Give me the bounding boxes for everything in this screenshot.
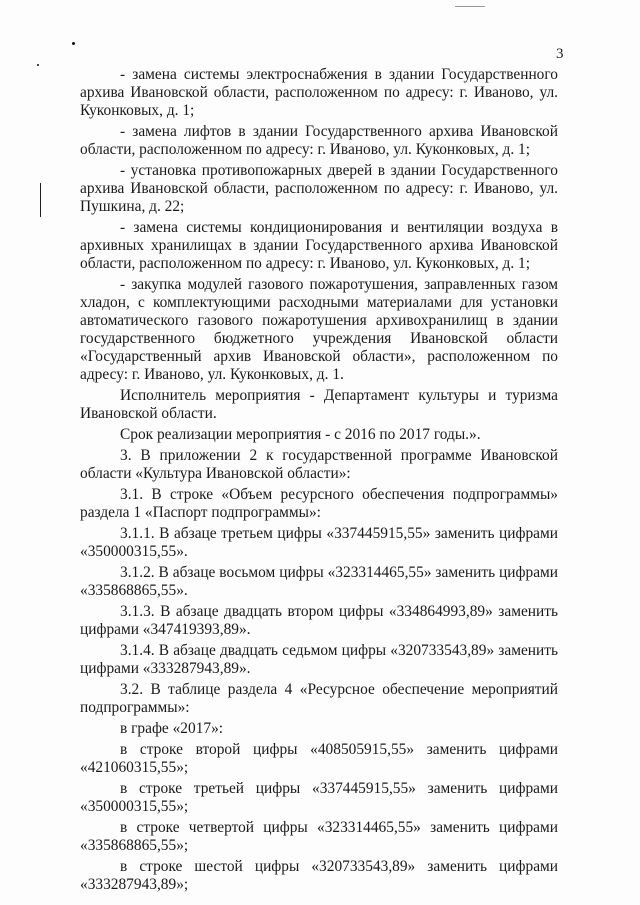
paragraph: 3.1.4. В абзаце двадцать седьмом цифры «320733543,89» заменить цифрами «333287943,89».	[80, 642, 558, 677]
paragraph: 3.1.3. В абзаце двадцать втором цифры «334864993,89» заменить цифрами «347419393,89».	[80, 603, 558, 638]
paragraph: 3.1. В строке «Объем ресурсного обеспечения подпрограммы» раздела 1 «Паспорт подпрограммы»:	[80, 486, 558, 521]
paragraph: в строке шестой цифры «320733543,89» заменить цифрами «333287943,89»;	[80, 858, 558, 893]
scan-artifact-dot	[72, 42, 75, 45]
paragraph: - замена лифтов в здании Государственного архива Ивановской области, расположенном по адресу: г. Иваново, ул. Куконковых, д. 1;	[80, 123, 558, 158]
paragraph: 3.1.1. В абзаце третьем цифры «337445915,55» заменить цифрами «350000315,55».	[80, 525, 558, 560]
scan-artifact-line	[40, 183, 41, 217]
paragraph: Исполнитель мероприятия - Департамент культуры и туризма Ивановской области.	[80, 387, 558, 422]
paragraph: 3.2. В таблице раздела 4 «Ресурсное обеспечение мероприятий подпрограммы»:	[80, 681, 558, 716]
paragraph: 3. В приложении 2 к государственной программе Ивановской области «Культура Ивановской области»:	[80, 447, 558, 482]
scan-artifact-line	[455, 6, 485, 7]
paragraph: Срок реализации мероприятия - с 2016 по 2017 годы.».	[120, 426, 481, 443]
document-body	[80, 66, 558, 897]
paragraph: в строке второй цифры «408505915,55» заменить цифрами «421060315,55»;	[80, 741, 558, 776]
scan-artifact-dot	[37, 64, 39, 66]
paragraph: - замена системы кондиционирования и вентиляции воздуха в архивных хранилищах в здании Государственного архива Ивановской области, расположенном по адресу: г. Иваново, ул. Куконковых, д. 1;	[80, 219, 558, 272]
paragraph: - замена системы электроснабжения в здании Государственного архива Ивановской области, расположенном по адресу: г. Иваново, ул. Куконковых, д. 1;	[80, 66, 558, 119]
paragraph: в строке третьей цифры «337445915,55» заменить цифрами «350000315,55»;	[80, 780, 558, 815]
paragraph: в графе «2017»:	[120, 720, 224, 737]
paragraph: - закупка модулей газового пожаротушения, заправленных газом хладон, с комплектующими расходными материалами для установки автоматического газового пожаротушения архивохранилищ в здании государственного бюджетного учреждения Ивановской области «Государственный архив Ивановской области», расположенном по адресу: г. Иваново, ул. Куконковых, д. 1.	[80, 276, 558, 383]
page-number: 3	[556, 46, 564, 62]
paragraph: - установка противопожарных дверей в здании Государственного архива Ивановской области, расположенном по адресу: г. Иваново, ул. Пушкина, д. 22;	[80, 162, 558, 215]
paragraph: в строке четвертой цифры «323314465,55» заменить цифрами «335868865,55»;	[80, 819, 558, 854]
paragraph: 3.1.2. В абзаце восьмом цифры «323314465,55» заменить цифрами «335868865,55».	[80, 564, 558, 599]
